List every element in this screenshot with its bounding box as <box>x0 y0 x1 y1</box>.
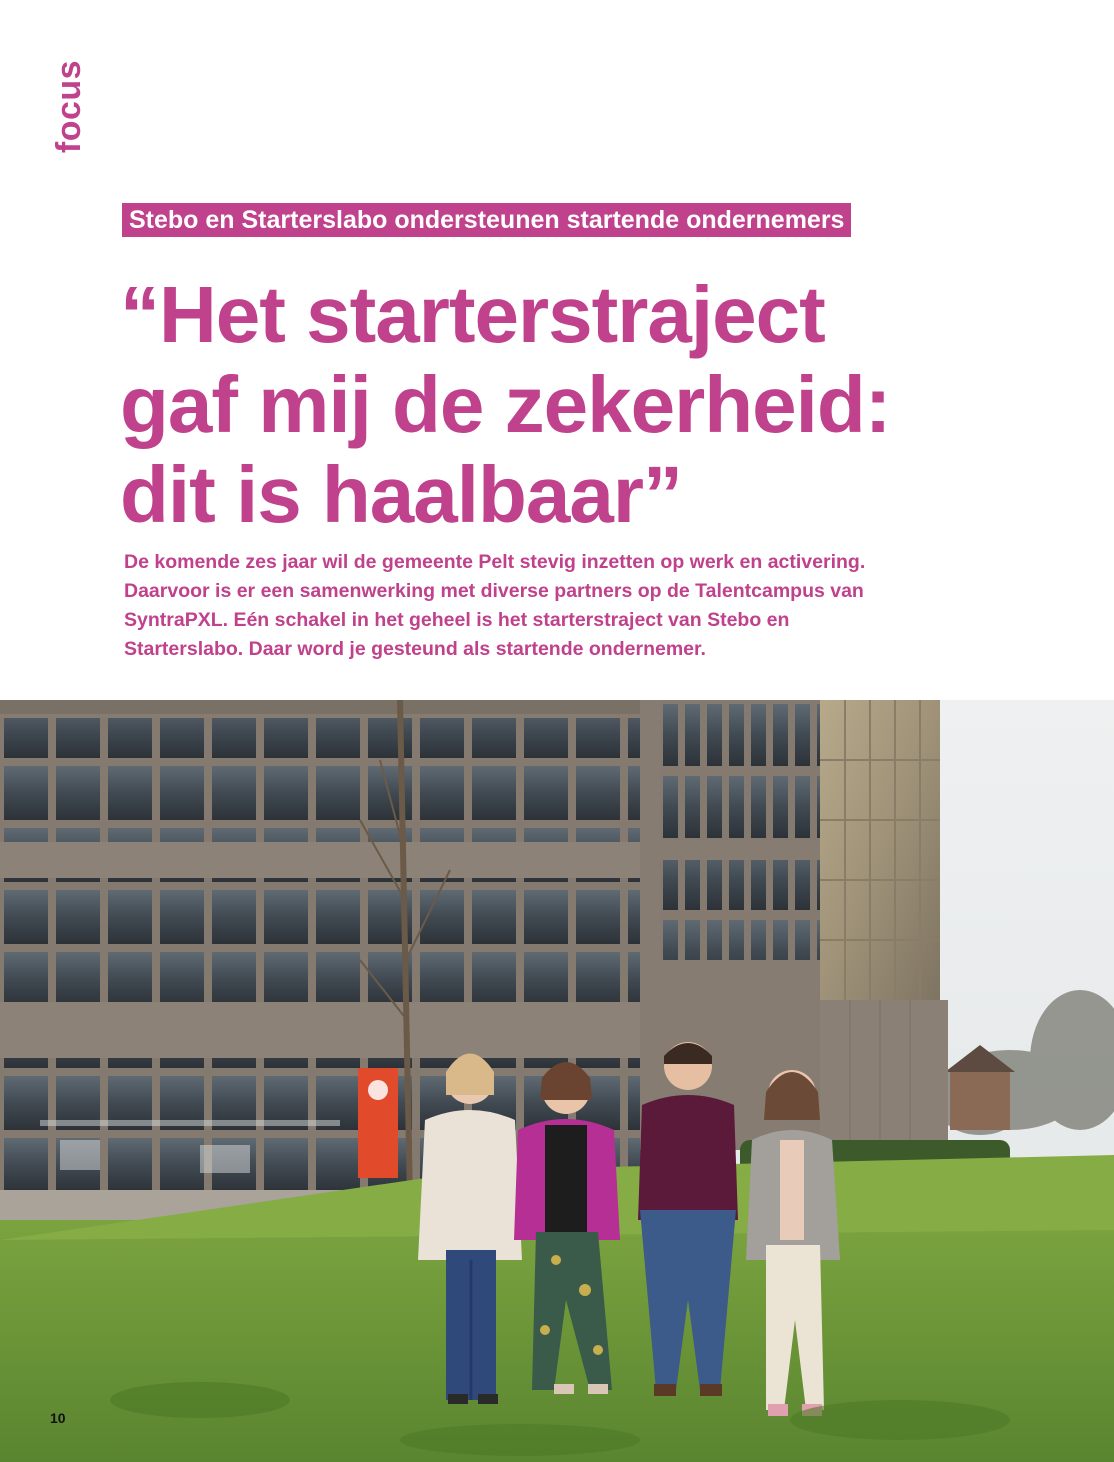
group-photo <box>0 700 1114 1462</box>
page-number: 10 <box>50 1410 66 1426</box>
photo-illustration <box>0 700 1114 1462</box>
intro-line: SyntraPXL. Eén schakel in het geheel is het starterstraject van Stebo en <box>124 609 790 631</box>
section-label <box>50 58 90 154</box>
intro-paragraph <box>124 548 984 664</box>
headline-line: dit is haalbaar” <box>120 450 682 539</box>
section-label-text: focus <box>50 59 89 153</box>
headline-line: gaf mij de zekerheid: <box>120 360 891 449</box>
intro-line: De komende zes jaar wil de gemeente Pelt stevig inzetten op werk en activering. <box>124 551 866 573</box>
headline <box>120 270 1020 540</box>
headline-line: “Het starterstraject <box>120 270 825 359</box>
kicker-banner: Stebo en Starterslabo ondersteunen startende ondernemers <box>122 203 851 237</box>
intro-line: Daarvoor is er een samenwerking met diverse partners op de Talentcampus van <box>124 580 864 602</box>
intro-line: Starterslabo. Daar word je gesteund als startende ondernemer. <box>124 638 706 660</box>
